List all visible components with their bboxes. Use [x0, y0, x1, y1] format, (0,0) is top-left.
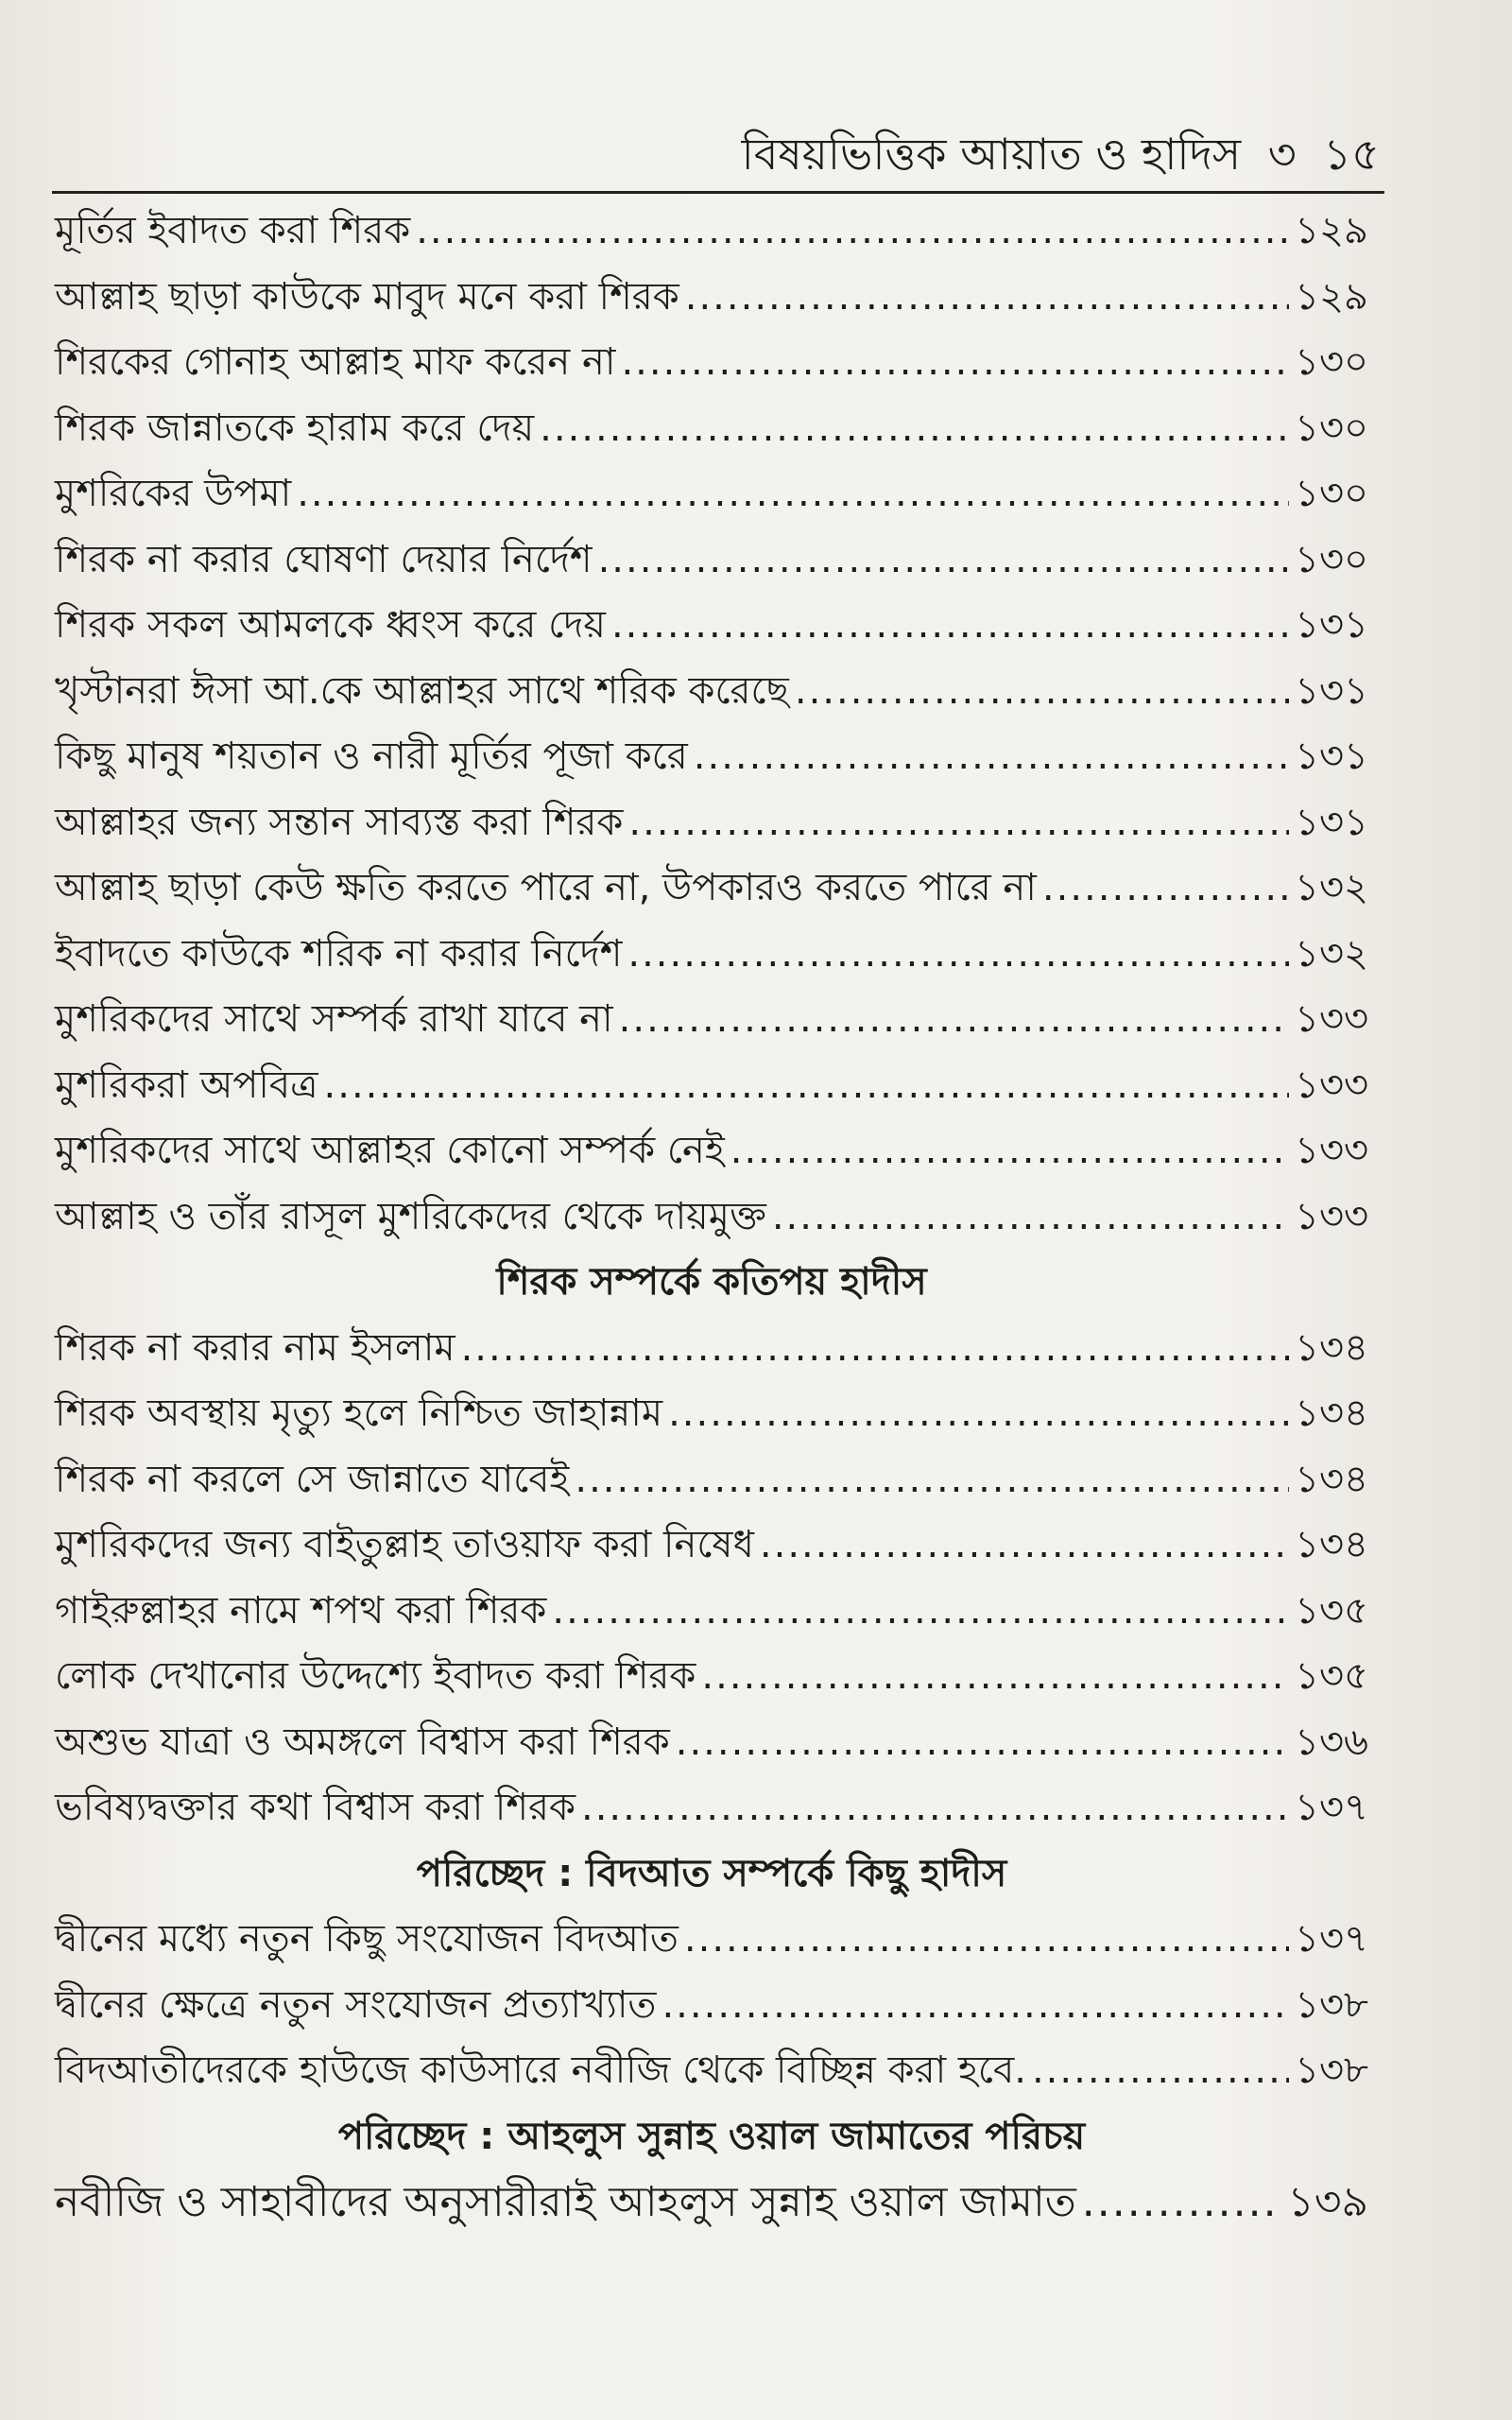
dot-leader: [575, 1447, 1289, 1513]
toc-entry: [55, 856, 1368, 922]
section-heading: শিরক সম্পর্কে কতিপয় হাদীস: [496, 1260, 927, 1304]
dot-leader: [611, 593, 1289, 659]
toc-entry-title: দ্বীনের মধ্যে নতুন কিছু সংযোজন বিদআত: [55, 1917, 679, 1961]
toc-entry: [55, 1381, 1368, 1447]
toc-entry-title: মুশরিকদের সাথে সম্পর্ক রাখা যাবে না: [55, 997, 613, 1041]
toc-entry-page: ১৩৪: [1295, 1523, 1368, 1566]
running-header-title: বিষয়ভিত্তিক আয়াত ও হাদিস: [741, 129, 1242, 180]
toc-entry: [55, 1512, 1368, 1579]
toc-entry-title: শিরক অবস্থায় মৃত্যু হলে নিশ্চিত জাহান্নাম: [55, 1392, 663, 1435]
toc-entry-page: ১৩২: [1295, 931, 1368, 976]
dot-leader: [1042, 856, 1289, 922]
toc-entry-title: মূর্তির ইবাদত করা শিরক: [55, 209, 411, 252]
header-rule: [52, 191, 1384, 194]
dot-leader: [684, 1907, 1289, 1973]
toc-entry-page: ১৩৮: [1295, 1982, 1368, 2027]
toc-entry-page: ১৩৪: [1295, 1325, 1368, 1370]
toc-entry: [55, 330, 1368, 396]
toc-entry: [55, 1579, 1368, 1645]
toc-entry: [55, 1973, 1368, 2039]
toc-entry-page: ১৩৪: [1295, 1457, 1368, 1501]
running-header: [662, 121, 1380, 187]
toc-entry-page: ১৩২: [1295, 866, 1368, 909]
toc-entry-title: শিরক না করলে সে জান্নাতে যাবেই: [55, 1457, 570, 1501]
toc-entry-page: ১৩১: [1295, 603, 1368, 647]
dot-leader: [1082, 2169, 1282, 2236]
toc-entry-page: ১৩০: [1295, 472, 1368, 515]
dot-leader: [621, 330, 1289, 396]
toc-entry: [55, 199, 1368, 265]
dot-leader: [662, 1973, 1289, 2039]
dot-leader: [760, 1512, 1289, 1579]
toc-entry-title: নবীজি ও সাহাবীদের অনুসারীরাই আহলুস সুন্নাহ ওয়াল জামাত: [55, 2178, 1076, 2226]
toc-entry-title: বিদআতীদেরকে হাউজে কাউসারে নবীজি থেকে বিচ্ছিন্ন করা হবে.: [55, 2048, 1026, 2092]
toc-entry-title: কিছু মানুষ শয়তান ও নারী মূর্তির পূজা করে: [55, 735, 688, 778]
toc-entry: [55, 1907, 1368, 1973]
toc-entry-title: শিরক জান্নাতকে হারাম করে দেয়: [55, 406, 535, 450]
toc-entry: [55, 461, 1368, 527]
dot-leader: [676, 1710, 1289, 1776]
dot-leader: [540, 396, 1289, 462]
toc-entry-title: লোক দেখানোর উদ্দেশ্যে ইবাদত করা শিরক: [55, 1654, 696, 1698]
toc-entry: [55, 527, 1368, 594]
toc-entry: [55, 2169, 1368, 2236]
toc-entry: [55, 1316, 1368, 1382]
dot-leader: [297, 461, 1289, 527]
toc-entry-title: মুশরিকদের সাথে আল্লাহর কোনো সম্পর্ক নেই: [55, 1129, 725, 1172]
toc-entry-page: ১৩৩: [1295, 1063, 1368, 1107]
toc-entry-title: ভবিষ্যদ্বক্তার কথা বিশ্বাস করা শিরক: [55, 1786, 576, 1829]
toc-entry-title: আল্লাহ ছাড়া কাউকে মাবুদ মনে করা শিরক: [55, 274, 679, 319]
dot-leader: [461, 1316, 1290, 1382]
table-of-contents: [55, 199, 1368, 2236]
toc-entry: [55, 1710, 1368, 1776]
toc-entry-page: ১৩৩: [1295, 1194, 1368, 1238]
dot-leader: [772, 1184, 1289, 1251]
dot-leader: [628, 790, 1289, 856]
dot-leader: [619, 987, 1289, 1053]
toc-entry-title: মুশরিকের উপমা: [55, 472, 292, 515]
toc-entry: [55, 1184, 1368, 1251]
dot-leader: [581, 1775, 1289, 1841]
toc-entry: [55, 724, 1368, 790]
toc-entry-page: ১৩৬: [1295, 1720, 1368, 1764]
toc-entry: [55, 1118, 1368, 1184]
toc-entry-title: খৃস্টানরা ঈসা আ.কে আল্লাহর সাথে শরিক করেছে: [55, 668, 789, 713]
dot-leader: [668, 1381, 1289, 1447]
toc-entry: [55, 1447, 1368, 1513]
toc-entry: [55, 987, 1368, 1053]
section-heading: পরিচ্ছেদ : বিদআত সম্পর্কে কিছু হাদীস: [416, 1851, 1007, 1895]
toc-entry: [55, 1775, 1368, 1841]
toc-entry-title: আল্লাহর জন্য সন্তান সাব্যস্ত করা শিরক: [55, 800, 624, 844]
toc-entry-page: ১৩৮: [1295, 2048, 1368, 2092]
toc-entry-title: গাইরুল্লাহর নামে শপথ করা শিরক: [55, 1588, 547, 1633]
dot-leader: [795, 659, 1289, 725]
toc-entry-page: ১৩১: [1295, 668, 1368, 713]
toc-entry-page: ১৩৭: [1295, 1917, 1368, 1961]
toc-entry: [55, 396, 1368, 462]
toc-entry-title: মুশরিকদের জন্য বাইতুল্লাহ তাওয়াফ করা নিষেধ: [55, 1523, 754, 1566]
toc-entry-page: ১৩০: [1295, 340, 1368, 384]
toc-entry-page: ১৩৩: [1295, 1129, 1368, 1172]
toc-entry: [55, 1644, 1368, 1710]
toc-entry-title: আল্লাহ ছাড়া কেউ ক্ষতি করতে পারে না, উপকারও করতে পারে না: [55, 866, 1037, 909]
toc-entry: [55, 1053, 1368, 1119]
toc-entry-page: ১৩৯: [1287, 2178, 1368, 2226]
toc-entry-page: ১৩৩: [1295, 997, 1368, 1041]
toc-entry-title: শিরক না করার নাম ইসলাম: [55, 1325, 455, 1370]
toc-entry-title: শিরক না করার ঘোষণা দেয়ার নির্দেশ: [55, 537, 593, 581]
dot-leader: [552, 1579, 1289, 1645]
toc-entry-title: শিরক সকল আমলকে ধ্বংস করে দেয়: [55, 603, 606, 647]
toc-entry-page: ১৩৭: [1295, 1786, 1368, 1829]
toc-entry-page: ১৩১: [1295, 735, 1368, 778]
toc-entry: [55, 790, 1368, 856]
dot-leader: [701, 1644, 1289, 1710]
dot-leader: [1032, 2038, 1289, 2104]
dot-leader: [730, 1118, 1289, 1184]
toc-entry-title: শিরকের গোনাহ আল্লাহ মাফ করেন না: [55, 340, 616, 384]
dot-leader: [324, 1053, 1290, 1119]
toc-entry-title: আল্লাহ ও তাঁর রাসূল মুশরিকেদের থেকে দায়মুক্ত: [55, 1194, 766, 1238]
dot-leader: [416, 199, 1289, 265]
toc-entry-page: ১৩৫: [1295, 1654, 1368, 1698]
toc-entry: [55, 659, 1368, 725]
toc-entry-title: মুশরিকরা অপবিত্র: [55, 1063, 318, 1107]
dot-leader: [694, 724, 1289, 790]
toc-entry: [55, 922, 1368, 988]
dot-leader: [685, 265, 1289, 331]
toc-entry: [55, 2038, 1368, 2104]
section-heading: পরিচ্ছেদ : আহলুস সুন্নাহ ওয়াল জামাতের পরিচয়: [337, 2114, 1086, 2158]
toc-entry-page: ১২৯: [1295, 274, 1368, 319]
toc-entry-page: ১৩১: [1295, 800, 1368, 844]
page-number: ১৫: [1323, 129, 1380, 180]
toc-entry: [55, 265, 1368, 331]
toc-entry-title: অশুভ যাত্রা ও অমঙ্গলে বিশ্বাস করা শিরক: [55, 1720, 670, 1764]
toc-entry-title: দ্বীনের ক্ষেত্রে নতুন সংযোজন প্রত্যাখ্যাত: [55, 1982, 657, 2027]
toc-entry-title: ইবাদতে কাউকে শরিক না করার নির্দেশ: [55, 931, 623, 976]
toc-entry-page: ১৩৫: [1295, 1588, 1368, 1633]
toc-entry-page: ১৩০: [1295, 406, 1368, 450]
dot-leader: [627, 922, 1289, 988]
toc-entry-page: ১৩০: [1295, 537, 1368, 581]
dot-leader: [598, 527, 1289, 594]
toc-entry-page: ১২৯: [1295, 209, 1368, 252]
toc-entry-page: ১৩৪: [1295, 1392, 1368, 1435]
ornament-icon: ৩: [1267, 129, 1297, 180]
toc-entry: [55, 593, 1368, 659]
